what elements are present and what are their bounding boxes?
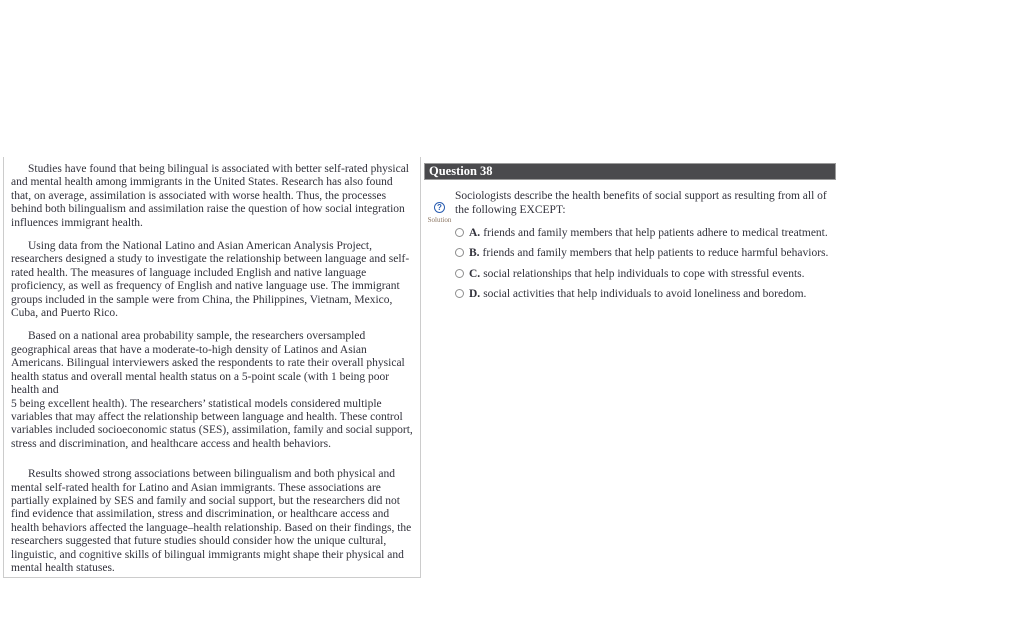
question-stem: Sociologists describe the health benefits of social support as resulting from all of the following EXCEPT: [455, 190, 827, 216]
solution-label: Solution [427, 216, 452, 224]
option-letter: D. [469, 287, 481, 300]
option-text: friends and family members that help patients to reduce harmful behaviors. [482, 247, 829, 260]
passage-panel [3, 157, 421, 578]
option-b-radio[interactable] [455, 248, 464, 257]
option-text: social relationships that help individuals to cope with stressful events. [483, 267, 805, 280]
option-c-radio[interactable] [455, 269, 464, 278]
answer-option-c[interactable] [455, 268, 836, 282]
passage-paragraph: Studies have found that being bilingual is associated with better self-rated physical and mental health among immigrants in the United States. Research has also found that, on average, assimilation is associated with worse health. Thus, the processes behind both bilingualism and assimilation raise the question of how social integration influences immigrant health. [11, 163, 409, 229]
passage-paragraph: Based on a national area probability sample, the researchers oversampled geographical areas that have a moderate-to-high density of Latinos and Asian Americans. Bilingual interviewers asked the respondents to rate their overall physical health status and overall mental health status on a 5-point scale (with 1 being poor health and [11, 330, 405, 397]
option-a-radio[interactable] [455, 228, 464, 237]
question-panel [424, 163, 836, 308]
answer-option-b[interactable] [455, 247, 836, 261]
option-letter: A. [469, 227, 481, 239]
passage-paragraph: Using data from the National Latino and Asian American Analysis Project, researchers designed a study to investigate the relationship between language and self-rated health. The measures of language included English and native language proficiency, as well as frequency of English and native language use. The immigrant groups included in the sample were from China, the Philippines, Vietnam, Mexico, Cuba, and Puerto Rico. [11, 240, 410, 320]
answer-option-a[interactable] [455, 227, 836, 241]
passage-paragraph: Results showed strong associations between bilingualism and both physical and mental self-rated health for Latino and Asian immigrants. These associations are partially explained by SES and family and social support, but the researchers did not find evidence that assimilation, stress and discrimination, or healthcare access and health behaviors affected the language–health relationship. Based on their findings, the researchers suggested that future studies should consider how the unique cultural, linguistic, and cognitive skills of bilingual immigrants might shape their physical and mental health statuses. [11, 468, 412, 574]
option-d-radio[interactable] [455, 289, 464, 298]
answer-option-d[interactable] [455, 288, 836, 302]
answer-options [455, 227, 836, 301]
option-text: friends and family members that help patients adhere to medical treatment. [483, 227, 828, 239]
question-header-label: Question 38 [429, 164, 493, 178]
passage-paragraph-continuation: 5 being excellent health). The researchers’ statistical models considered multiple variables that may affect the relationship between language and health. These control variables included socioeconomic status (SES), assimilation, family and social support, stress and discrimination, and healthcare access and health behaviors. [11, 397, 413, 450]
solution-link[interactable] [424, 197, 455, 224]
question-header [424, 163, 836, 180]
option-text: social activities that help individuals to avoid loneliness and boredom. [483, 287, 807, 300]
question-body [424, 180, 836, 301]
solution-question-mark-icon[interactable]: ? [434, 202, 445, 213]
option-letter: C. [469, 267, 481, 280]
option-letter: B. [469, 247, 480, 260]
